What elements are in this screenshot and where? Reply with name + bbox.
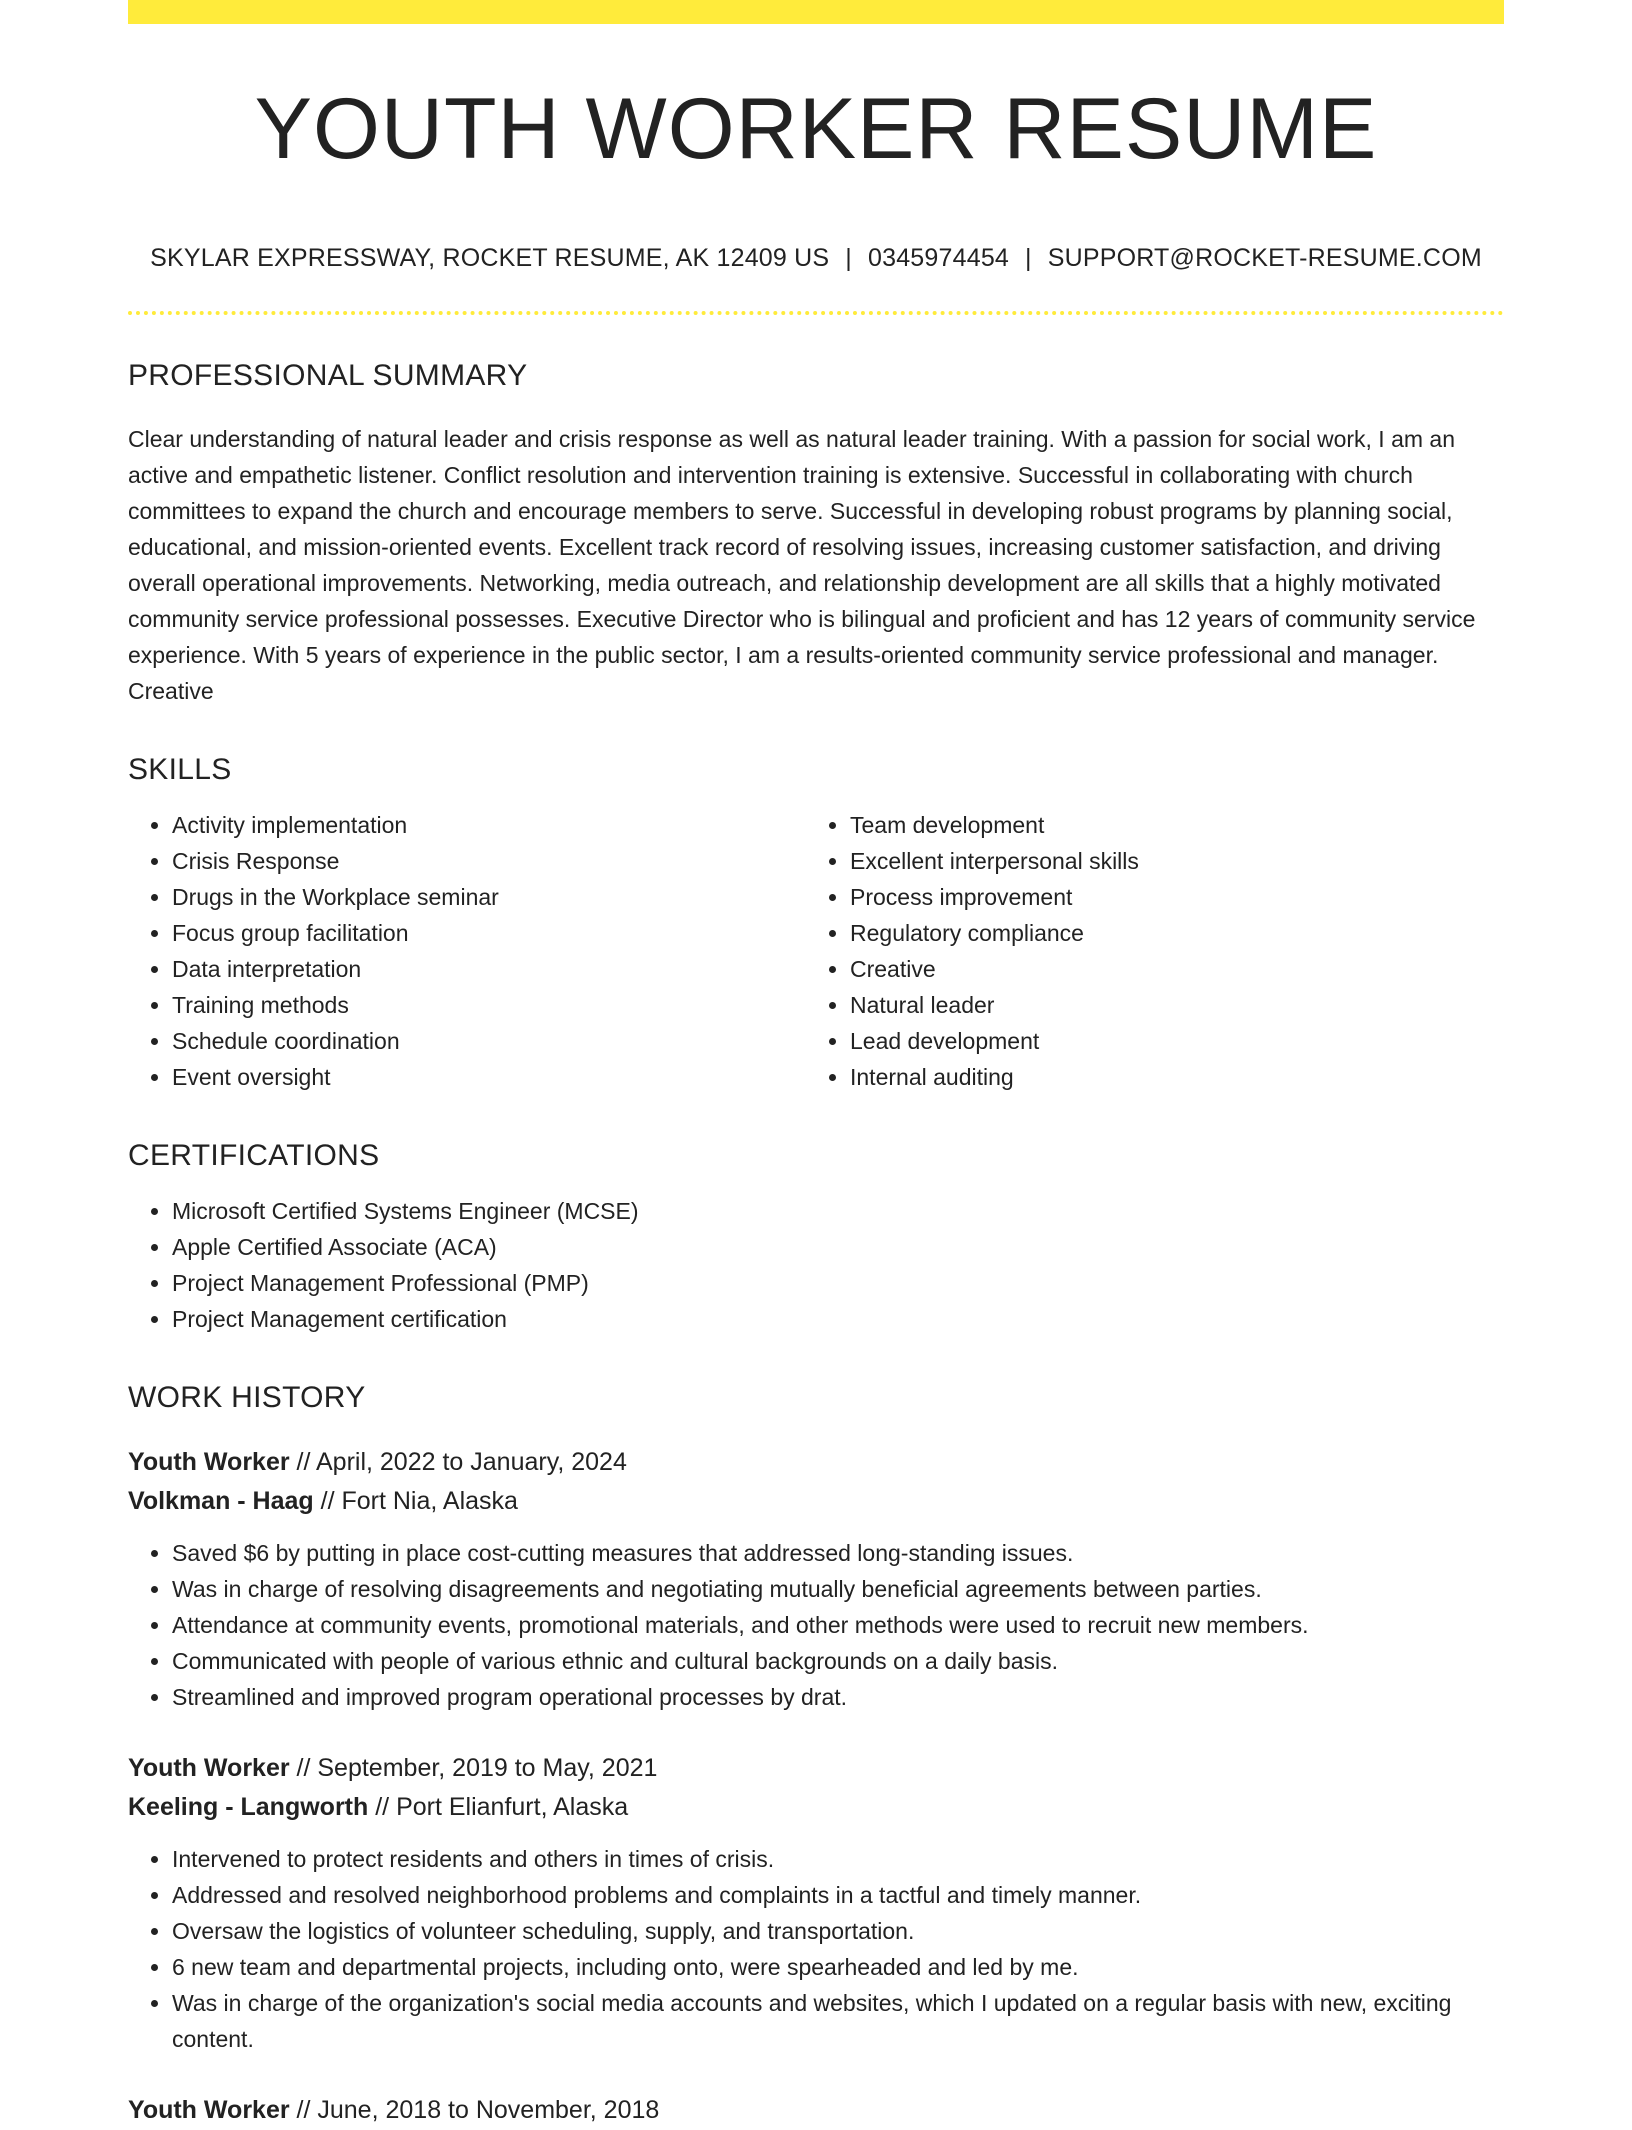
job-entry (128, 1749, 1504, 2057)
skill-item: • Focus group facilitation (172, 915, 806, 951)
skill-item: • Team development (850, 807, 1484, 843)
job-company-line (128, 1788, 1504, 1827)
job-location: // Fort Nia, Alaska (313, 1487, 518, 1515)
skill-item: • Schedule coordination (172, 1023, 806, 1059)
contact-phone: 0345974454 (867, 244, 1010, 272)
certifications-list (128, 1193, 1504, 1337)
resume-title: YOUTH WORKER RESUME (254, 81, 1378, 177)
job-dates: // April, 2022 to January, 2024 (289, 1448, 627, 1476)
contact-address: SKYLAR EXPRESSWAY, ROCKET RESUME, AK 12409 US (150, 244, 830, 272)
job-title-line (128, 1749, 1504, 1788)
skill-item: • Data interpretation (172, 951, 806, 987)
job-company: Keeling - Langworth (128, 1793, 369, 1821)
skill-item: • Natural leader (850, 987, 1484, 1023)
skill-item: • Activity implementation (172, 807, 806, 843)
job-bullet: • Saved $6 by putting in place cost-cutting measures that addressed long-standing issues. (172, 1535, 1504, 1571)
skill-item: • Crisis Response (172, 843, 806, 879)
job-bullet: • Addressed and resolved neighborhood problems and complaints in a tactful and timely manner. (172, 1877, 1504, 1913)
job-dates: // June, 2018 to November, 2018 (289, 2096, 660, 2124)
skill-item: • Lead development (850, 1023, 1484, 1059)
job-bullet: • Was in charge of the organization's social media accounts and websites, which I updated on a regular basis with new, exciting content. (172, 1985, 1504, 2057)
job-company: Volkman - Haag (128, 1487, 314, 1515)
job-bullet: • Oversaw the logistics of volunteer scheduling, supply, and transportation. (172, 1913, 1504, 1949)
certification-item: • Project Management Professional (PMP) (172, 1265, 1504, 1301)
skills-list-left (128, 807, 806, 1095)
skill-item: • Excellent interpersonal skills (850, 843, 1484, 879)
job-title: Youth Worker (128, 1448, 290, 1476)
skills-list-right (806, 807, 1484, 1095)
certification-item: • Project Management certification (172, 1301, 1504, 1337)
skills-grid (128, 785, 1504, 1095)
job-bullet: • Was in charge of resolving disagreements and negotiating mutually beneficial agreements between parties. (172, 1571, 1504, 1607)
skill-item: • Creative (850, 951, 1484, 987)
work-history-heading: WORK HISTORY (128, 1381, 366, 1414)
job-entry (128, 2091, 1504, 2130)
job-company-line (128, 1482, 1504, 1521)
skill-item: • Training methods (172, 987, 806, 1023)
summary-text: Clear understanding of natural leader and crisis response as well as natural leader training. With a passion for social work, I am an active and empathetic listener. Conflict resolution and intervention training is extensive. Successful in collaborating with church committees to expand the church and encourage members to serve. Successful in developing robust programs by planning social, educational, and mission-oriented events. Excellent track record of resolving issues, increasing customer satisfaction, and driving overall operational improvements. Networking, media outreach, and relationship development are all skills that a highly motivated community service professional possesses. Executive Director who is bilingual and proficient and has 12 years of community service experience. With 5 years of experience in the public sector, I am a results-oriented community service professional and manager. Creative (128, 426, 1476, 704)
job-bullets (128, 1535, 1504, 1715)
job-entry (128, 1443, 1504, 1715)
skill-item: • Regulatory compliance (850, 915, 1484, 951)
job-bullet: • Attendance at community events, promotional materials, and other methods were used to recruit new members. (172, 1607, 1504, 1643)
job-bullet: • Communicated with people of various ethnic and cultural backgrounds on a daily basis. (172, 1643, 1504, 1679)
job-bullet: • Streamlined and improved program operational processes by drat. (172, 1679, 1504, 1715)
contact-separator: | (1025, 244, 1032, 272)
skills-heading: SKILLS (128, 753, 232, 786)
skill-item: • Process improvement (850, 879, 1484, 915)
resume-page (128, 0, 1504, 2130)
summary-heading: PROFESSIONAL SUMMARY (128, 359, 528, 392)
certification-item: • Apple Certified Associate (ACA) (172, 1229, 1504, 1265)
contact-line (128, 244, 1504, 273)
job-bullet: • Intervened to protect residents and others in times of crisis. (172, 1841, 1504, 1877)
job-title: Youth Worker (128, 2096, 290, 2124)
skill-item: • Drugs in the Workplace seminar (172, 879, 806, 915)
skill-item: • Internal auditing (850, 1059, 1484, 1095)
job-bullets (128, 1841, 1504, 2057)
certifications-heading: CERTIFICATIONS (128, 1139, 380, 1172)
dotted-divider (128, 311, 1504, 315)
contact-separator: | (845, 244, 852, 272)
certification-item: • Microsoft Certified Systems Engineer (MCSE) (172, 1193, 1504, 1229)
job-location: // Port Elianfurt, Alaska (368, 1793, 629, 1821)
job-title: Youth Worker (128, 1754, 290, 1782)
job-title-line (128, 1443, 1504, 1482)
job-title-line (128, 2091, 1504, 2130)
job-dates: // September, 2019 to May, 2021 (289, 1754, 658, 1782)
job-bullet: • 6 new team and departmental projects, including onto, were spearheaded and led by me. (172, 1949, 1504, 1985)
top-accent-bar (128, 0, 1504, 24)
skill-item: • Event oversight (172, 1059, 806, 1095)
contact-email: SUPPORT@ROCKET-RESUME.COM (1047, 244, 1482, 272)
